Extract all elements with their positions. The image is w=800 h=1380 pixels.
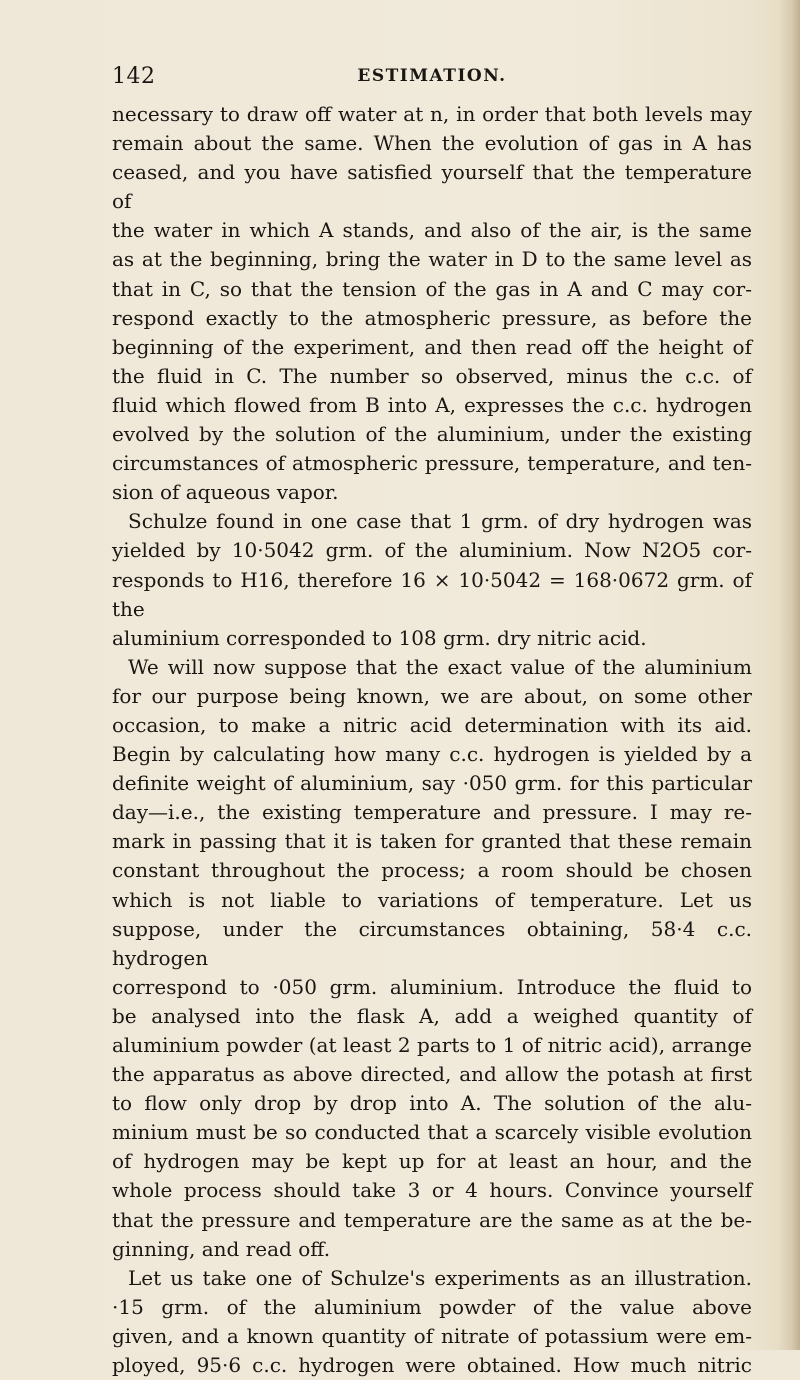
page-number: 142	[112, 64, 156, 89]
text-line: aluminium corresponded to 108 grm. dry nitric acid.	[112, 625, 647, 650]
paragraph-2	[112, 507, 752, 652]
paragraph-3	[112, 653, 752, 1264]
text-line: occasion, to make a nitric acid determination with its aid.	[112, 712, 752, 737]
text-line: that in C, so that the tension of the gas in A and C may cor-	[112, 276, 752, 301]
text-line: definite weight of aluminium, say ·050 grm. for this particular	[112, 771, 752, 796]
page-edge-shadow	[778, 0, 800, 1350]
text-line: the fluid in C. The number so observed, minus the c.c. of	[112, 363, 752, 388]
text-line: We will now suppose that the exact value of the aluminium	[128, 654, 752, 679]
text-line: aluminium powder (at least 2 parts to 1 of nitric acid), arrange	[112, 1033, 752, 1057]
text-line: responds to H16, therefore 16 × 10·5042 = 168·0672 grm. of the	[112, 567, 752, 621]
text-line: respond exactly to the atmospheric pressure, as before the	[112, 305, 752, 330]
body-text	[112, 100, 752, 1380]
text-line: ginning, and read off.	[112, 1236, 331, 1261]
text-line: whole process should take 3 or 4 hours. Convince yourself	[112, 1178, 752, 1203]
text-line: ployed, 95·6 c.c. hydrogen were obtained. How much nitric	[112, 1353, 752, 1378]
text-line: which is not liable to variations of temperature. Let us	[112, 887, 752, 912]
paragraph-4	[112, 1264, 752, 1380]
page-header	[112, 64, 752, 92]
text-line: minium must be so conducted that a scarcely visible evolution	[112, 1120, 752, 1145]
text-line: fluid which flowed from B into A, expresses the c.c. hydrogen	[112, 392, 752, 417]
text-line: necessary to draw off water at n, in order that both levels may	[112, 102, 752, 126]
text-line: beginning of the experiment, and then read off the height of	[112, 334, 752, 359]
running-head: ESTIMATION.	[357, 66, 507, 86]
text-line: Begin by calculating how many c.c. hydrogen is yielded by a	[112, 742, 752, 767]
text-line: remain about the same. When the evolution of gas in A has	[112, 131, 752, 156]
text-line: the water in which A stands, and also of the air, is the same	[112, 218, 752, 243]
text-line: mark in passing that it is taken for granted that these remain	[112, 829, 752, 854]
text-line: circumstances of atmospheric pressure, temperature, and ten-	[112, 451, 752, 476]
text-line: constant throughout the process; a room should be chosen	[112, 858, 752, 883]
text-line: evolved by the solution of the aluminium, under the existing	[112, 422, 752, 447]
text-line: Let us take one of Schulze's experiments as an illustration.	[128, 1265, 752, 1290]
text-line: ceased, and you have satisfied yourself that the temperature of	[112, 160, 752, 214]
text-line: the apparatus as above directed, and allow the potash at first	[112, 1062, 752, 1087]
text-line: as at the beginning, bring the water in D to the same level as	[112, 247, 752, 272]
text-line: for our purpose being known, we are about, on some other	[112, 683, 752, 708]
text-line: yielded by 10·5042 grm. of the aluminium. Now N2O5 cor-	[112, 538, 752, 563]
text-line: ·15 grm. of the aluminium powder of the value above	[112, 1294, 752, 1319]
text-line: Schulze found in one case that 1 grm. of dry hydrogen was	[128, 509, 752, 534]
text-line: suppose, under the circumstances obtaining, 58·4 c.c. hydrogen	[112, 916, 752, 970]
text-line: of hydrogen may be kept up for at least an hour, and the	[112, 1149, 752, 1174]
text-line: day—i.e., the existing temperature and pressure. I may re-	[112, 800, 752, 825]
text-line: sion of aqueous vapor.	[112, 480, 339, 505]
text-line: correspond to ·050 grm. aluminium. Introduce the fluid to	[112, 974, 752, 999]
text-line: that the pressure and temperature are the same as at the be-	[112, 1207, 752, 1232]
text-line: given, and a known quantity of nitrate of potassium were em-	[112, 1323, 752, 1348]
text-line: to flow only drop by drop into A. The solution of the alu-	[112, 1091, 752, 1116]
paragraph-1	[112, 100, 752, 507]
text-line: be analysed into the flask A, add a weighed quantity of	[112, 1003, 752, 1028]
